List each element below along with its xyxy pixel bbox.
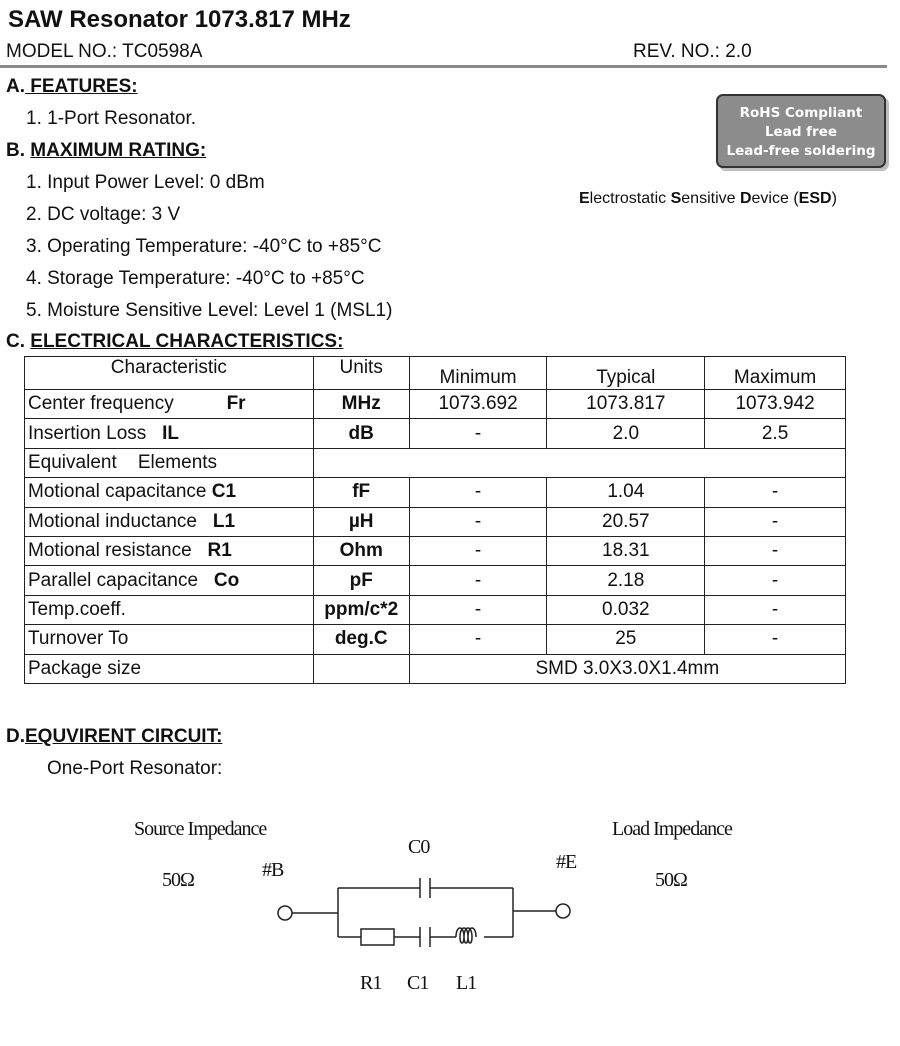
node-b-label: #B [262,859,284,881]
l1-label: L1 [456,972,477,994]
max-rating-heading [6,140,206,162]
unit-cell: ppm/c*2 [313,595,409,624]
min-cell: - [409,595,547,624]
symbol: C1 [211,481,237,503]
unit-cell: pF [313,566,409,595]
symbol: IL [162,422,180,444]
symbol: R1 [207,540,232,562]
electrical-table [24,356,846,684]
electrical-heading-text: ELECTRICAL CHARACTERISTICS: [30,331,344,352]
table-row [25,654,846,683]
terminal-b [278,906,292,920]
esd-part: D [739,190,752,207]
unit-cell [313,654,409,683]
empty-span-cell [313,448,845,477]
characteristic-cell: Parallel capacitance Co [25,566,314,595]
rating-item: 5. Moisture Sensitive Level: Level 1 (MSL1) [26,300,393,321]
characteristic-cell: Temp.coeff. [25,595,314,624]
table-header-row [25,357,846,390]
table-row [25,419,846,448]
typ-cell: 1073.817 [547,390,705,419]
rating-item: 3. Operating Temperature: -40°C to +85°C [26,236,382,257]
table-row [25,390,846,419]
column-header: Characteristic [25,357,314,390]
typ-cell: 2.18 [547,566,705,595]
column-header: Maximum [705,357,846,390]
page-title: SAW Resonator 1073.817 MHz [8,6,351,33]
c1-label: C1 [407,972,429,994]
characteristic-cell: Motional resistance R1 [25,536,314,565]
electrical-heading-letter: C. [6,331,25,352]
l1-inductor [456,928,476,943]
characteristic-cell: Motional capacitance C1 [25,478,314,507]
typ-cell: 25 [547,625,705,654]
rohs-badge [716,94,886,168]
table-row [25,625,846,654]
column-header: Units [313,357,409,390]
max-cell: - [705,507,846,536]
rohs-line: Lead free [764,124,838,140]
circuit-subtitle: One-Port Resonator: [47,758,223,779]
esd-part: ESD [798,190,832,207]
unit-cell: MHz [313,390,409,419]
min-cell: - [409,507,547,536]
max-rating-heading-text: MAXIMUM RATING: [30,140,207,161]
min-cell: - [409,536,547,565]
unit-cell: Ohm [313,536,409,565]
rohs-line: Lead-free soldering [726,143,876,159]
r1-label: R1 [360,972,382,994]
rating-item: 1. Input Power Level: 0 dBm [26,172,265,193]
max-cell: - [705,625,846,654]
unit-cell: fF [313,478,409,507]
esd-part: ensitive [681,190,740,207]
feature-item: 1. 1-Port Resonator. [26,108,197,129]
esd-part: evice ( [751,190,799,207]
esd-part: lectrostatic [589,190,671,207]
min-cell: - [409,478,547,507]
model-number: MODEL NO.: TC0598A [6,41,203,62]
typ-cell: 18.31 [547,536,705,565]
unit-cell: µH [313,507,409,536]
table-row [25,536,846,565]
esd-part: E [579,190,590,207]
symbol: L1 [212,510,236,532]
symbol: Co [213,569,240,591]
node-e-label: #E [556,851,577,873]
max-cell: - [705,595,846,624]
max-cell: 2.5 [705,419,846,448]
typ-cell: 1.04 [547,478,705,507]
max-cell: 1073.942 [705,390,846,419]
max-cell: - [705,478,846,507]
equivalent-circuit-schematic [0,860,900,960]
load-impedance-label: Load Impedance [612,818,732,840]
features-heading [6,76,138,98]
min-cell: - [409,625,547,654]
features-heading-letter: A. [6,76,25,97]
characteristic-cell: Equivalent Elements [25,448,314,477]
esd-part: S [670,190,682,207]
unit-cell: dB [313,419,409,448]
circuit-heading-text: EQUVIRENT CIRCUIT: [25,726,223,747]
typ-cell: 0.032 [547,595,705,624]
unit-cell: deg.C [313,625,409,654]
max-rating-heading-letter: B. [6,140,25,161]
circuit-heading-letter: D. [6,726,25,747]
source-impedance-value: 50Ω [162,869,194,891]
esd-part: ) [831,190,837,207]
package-size-cell: SMD 3.0X3.0X1.4mm [409,654,845,683]
symbol: Fr [226,393,246,415]
table-row [25,448,846,477]
characteristic-cell: Turnover To [25,625,314,654]
characteristic-cell: Center frequency Fr [25,390,314,419]
source-impedance-label: Source Impedance [134,818,267,840]
characteristic-cell: Package size [25,654,314,683]
column-header: Minimum [409,357,547,390]
rating-item: 4. Storage Temperature: -40°C to +85°C [26,268,365,289]
min-cell: 1073.692 [409,390,547,419]
features-heading-text: FEATURES: [25,76,138,97]
terminal-e [556,904,570,918]
c0-label: C0 [408,836,430,858]
circuit-heading [6,726,222,748]
table-row [25,507,846,536]
header-divider [0,65,887,68]
rating-item: 2. DC voltage: 3 V [26,204,181,225]
typ-cell: 20.57 [547,507,705,536]
table-row [25,478,846,507]
typ-cell: 2.0 [547,419,705,448]
min-cell: - [409,566,547,595]
electrical-heading [6,331,343,353]
min-cell: - [409,419,547,448]
esd-notice [579,190,837,208]
rohs-line: RoHS Compliant [739,105,863,121]
revision-number: REV. NO.: 2.0 [633,41,752,62]
characteristic-cell: Insertion Loss IL [25,419,314,448]
table-row [25,595,846,624]
r1-resistor [361,929,394,945]
load-impedance-value: 50Ω [655,869,687,891]
characteristic-cell: Motional inductance L1 [25,507,314,536]
column-header: Typical [547,357,705,390]
table-row [25,566,846,595]
max-cell: - [705,536,846,565]
max-cell: - [705,566,846,595]
